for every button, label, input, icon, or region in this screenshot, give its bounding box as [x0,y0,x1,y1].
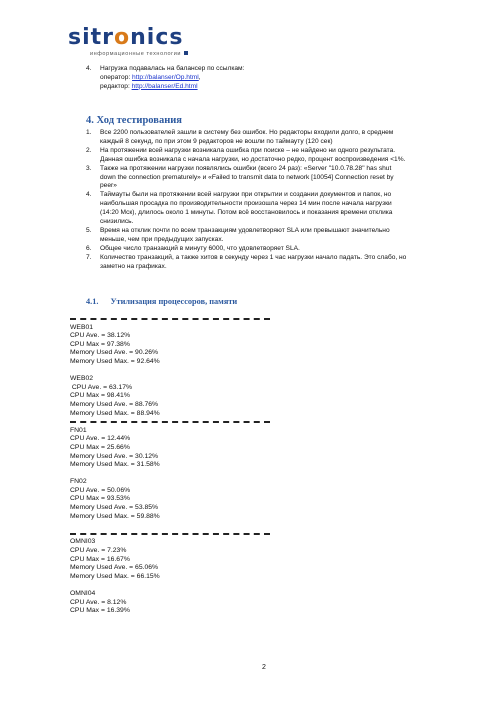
metric-line: Memory Used Ave. = 88.76% [70,400,159,408]
metric-line: CPU Ave. = 63.17% [70,383,133,391]
spacer [70,470,160,479]
metric-line: Memory Used Max. = 92.64% [70,357,160,365]
metric-line: OMNI04 [70,590,96,597]
metric-line: CPU Ave. = 8.12% [70,598,127,606]
spacer [70,521,160,530]
logo-tagline: информационные технологии [68,51,188,57]
metrics-block [70,315,160,616]
metric-line: CPU Ave. = 7.23% [70,547,127,555]
metric-line: Memory Used Max. = 59.88% [70,512,160,520]
page-number: 2 [262,664,266,671]
metric-line: Memory Used Ave. = 65.06% [70,564,159,572]
company-logo [68,27,188,57]
metric-line: CPU Ave. = 50.06% [70,486,131,494]
list-item: 5. Время на отклик почти по всем транзакциям удовлетворяют SLA или превышают значительно меньше, чем при предыдущих запусках. [86,226,390,243]
metric-line: Memory Used Ave. = 53.85% [70,504,159,512]
logo-wordmark: sitronics [68,25,184,50]
metric-line: CPU Ave. = 38.12% [70,332,131,340]
metric-line: CPU Max = 98.41% [70,392,130,400]
section-heading: 4. Ход тестирования [86,115,182,126]
list-item: 2. На протяжении всей нагрузки возникала ошибка при поиске – не найдено ни одного результата. Данная ошибка возникала с начала нагрузки, но достаточно редко, процент воспроизведения <1%. [86,146,406,163]
metric-line: CPU Max = 97.38% [70,340,130,348]
metric-line: Memory Used Ave. = 90.26% [70,349,159,357]
list-item: 4. Нагрузка подавалась на балансер по ссылкам: оператор: http://balanser/Op.html, редактор: http://balanser/Ed.html [86,65,245,90]
list-item: 3. Также на протяжении нагрузки появлялись ошибки (всего 24 раз): «Server "10.0.78.28" has shut down the connection prematurely» и «Failed to transmit data to network [10054] Connection reset by peer» [86,164,394,190]
metric-line: CPU Max = 25.66% [70,443,130,451]
list-item: 6. Общее число транзакций в минуту 6000, что удовлетворяет SLA. [86,244,300,252]
metric-line: FN01 [70,426,87,434]
list-item: 4. Таймауты были на протяжении всей нагрузки при открытии и создании документов и папок, но наибольшая просадка по производительности произошла через 14 мин после начала нагрузки (14:20 Мск), длилось около 1 минуты. Потом всё восстановилось и показания времени отклика снизились. [86,191,393,226]
metric-line: CPU Max = 16.39% [70,607,130,615]
list-item: 1. Все 2200 пользователей зашли в систему без ошибок. Но редакторы входили долго, в среднем каждый 8 секунд, по при этом 9 редакторов не вошли по таймауту (120 сек) [86,129,394,145]
load-setup-list [86,65,244,92]
metric-line: Memory Used Max. = 31.58% [70,461,160,469]
metric-line: OMNI03 [70,538,96,546]
operator-link[interactable]: http://balanser/Op.html [132,73,199,81]
metric-line: FN02 [70,478,87,486]
divider [70,530,160,539]
metric-line: CPU Max = 16.67% [70,555,130,563]
metric-line: WEB02 [70,375,94,383]
divider [70,315,160,324]
divider [70,418,160,427]
test-results-list [86,129,408,272]
metric-line: CPU Max = 93.53% [70,495,130,503]
subsection-heading: 4.1. Утилизация процессоров, памяти [86,297,238,306]
metric-line: Memory Used Max. = 88.94% [70,409,160,417]
spacer [70,581,160,590]
list-item: 7. Количество транзакций, а также хитов в секунду через 1 час нагрузки начало падать. Это слабо, но заметно на графиках. [86,253,407,270]
editor-link[interactable]: http://balanser/Ed.html [131,82,198,90]
metric-line: WEB01 [70,323,94,331]
metric-line: Memory Used Ave. = 30.12% [70,452,159,460]
metric-line: CPU Ave. = 12.44% [70,435,131,443]
metric-line: Memory Used Max. = 66.15% [70,572,160,580]
spacer [70,367,160,376]
